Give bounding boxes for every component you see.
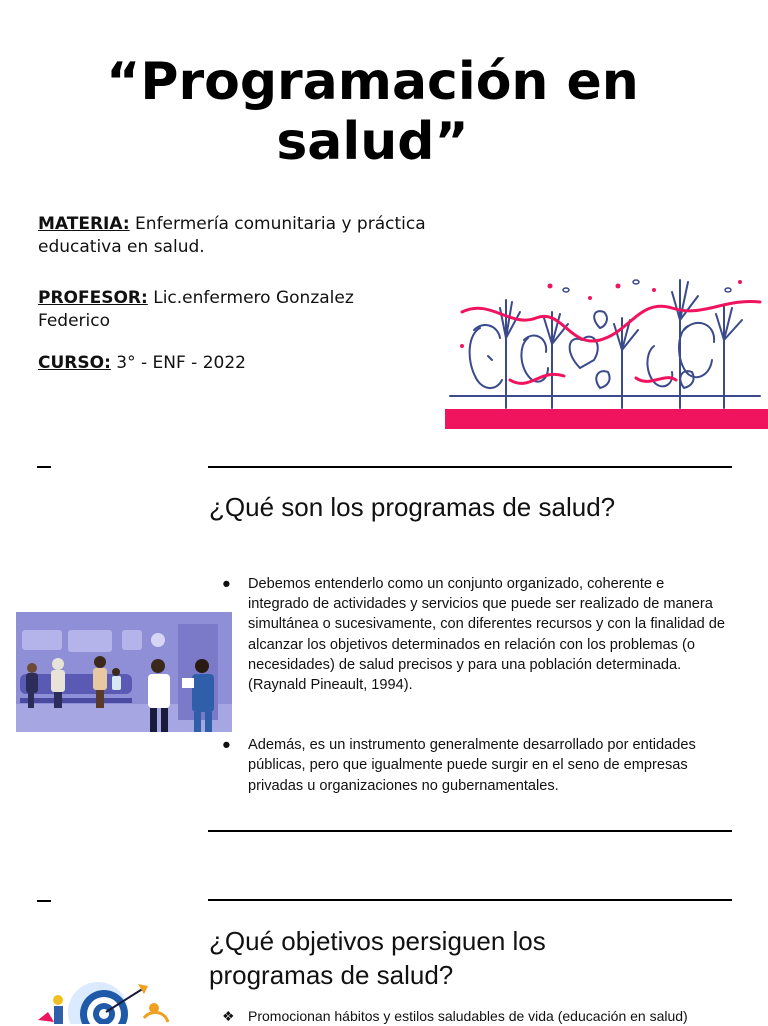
curso-block: [38, 352, 498, 375]
section-rule-top-1: [208, 466, 732, 468]
profesor-label: PROFESOR:: [38, 288, 148, 308]
bullet-text: Además, es un instrumento generalmente desarrollado por entidades públicas, pero que igualmente puede surgir en el seno de empresas privadas u organizaciones no gubernamentales.: [248, 737, 696, 794]
list-item: [222, 1006, 727, 1026]
section1-heading: ¿Qué son los programas de salud?: [209, 492, 616, 522]
section-dash-1: [37, 466, 51, 468]
section-rule-bottom-1: [208, 830, 732, 832]
section2-heading: [209, 924, 729, 992]
materia-block: [38, 213, 498, 259]
diamond-bullet-icon: ❖: [222, 1008, 235, 1024]
materia-label: MATERIA:: [38, 214, 130, 234]
profesor-value-1: Lic.enfermero Gonzalez: [147, 288, 354, 308]
section2-heading-line-2: programas de salud?: [209, 960, 454, 990]
bullet-dot-icon: ●: [222, 576, 231, 592]
bullet-dot-icon: ●: [222, 737, 231, 754]
title-line-2: salud”: [276, 112, 469, 172]
section2-bullets: [222, 1006, 727, 1026]
materia-value-2: educativa en salud.: [38, 237, 205, 257]
materia-value-1: Enfermería comunitaria y práctica: [129, 214, 426, 234]
bullet-text: Promocionan hábitos y estilos saludables de vida (educación en salud): [248, 1008, 688, 1024]
section-dash-2: [37, 900, 51, 902]
list-item: [222, 574, 727, 695]
section2-heading-line-1: ¿Qué objetivos persiguen los: [209, 926, 546, 956]
curso-value: 3° - ENF - 2022: [110, 353, 246, 373]
raised-hands-illustration: [440, 268, 768, 432]
list-item: [222, 735, 727, 796]
curso-label: CURSO:: [38, 353, 111, 373]
section1-bullets: [222, 574, 727, 796]
title-line-1: “Programación en: [106, 52, 639, 112]
section-rule-top-2: [208, 899, 732, 901]
page-title: [0, 52, 745, 172]
profesor-block: [38, 287, 498, 333]
bullet-text: Debemos entenderlo como un conjunto organizado, coherente e integrado de actividades y servicios que puede ser realizado de manera simultánea o sucesivamente, con diferentes recursos y con la finalidad de alcanzar los objetivos determinados en relación con los problemas (o necesidades) de salud precisos y para una población determinada. (Raynald Pineault, 1994).: [248, 576, 725, 694]
clinic-waiting-room-illustration: [16, 612, 232, 732]
target-goal-illustration: [34, 966, 174, 1024]
profesor-value-2: Federico: [38, 311, 111, 331]
